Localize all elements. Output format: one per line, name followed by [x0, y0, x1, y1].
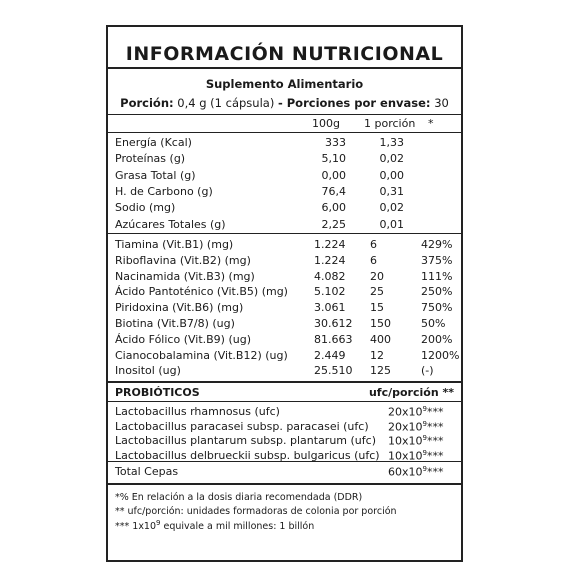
vitamin-name: Cianocobalamina (Vit.B12) (ug) — [115, 348, 288, 362]
total-row — [108, 465, 461, 481]
nutrient-portion: 0,01 — [379, 217, 404, 231]
divider — [108, 132, 461, 133]
vitamin-portion: 6 — [370, 238, 377, 251]
vitamin-portion: 400 — [370, 332, 391, 346]
col-header-pct: * — [428, 117, 434, 130]
nutrient-row — [108, 152, 461, 168]
vitamin-portion: 6 — [370, 253, 377, 267]
nutrient-name: H. de Carbono (g) — [115, 184, 213, 198]
vitamin-row — [108, 254, 461, 270]
vitamin-name: Nacinamida (Vit.B3) (mg) — [115, 269, 255, 283]
probiotics-header-row — [108, 386, 461, 402]
vitamin-pct: 1200% — [421, 348, 460, 362]
portion-info — [108, 96, 461, 110]
probiotic-name: Lactobacillus plantarum subsp. plantarum (ufc) — [115, 434, 376, 447]
divider — [108, 114, 461, 115]
nutrient-portion: 1,33 — [379, 136, 404, 149]
vitamin-per100: 81.663 — [314, 332, 353, 346]
probiotic-name: Lactobacillus paracasei subsp. paracasei (ufc) — [115, 419, 369, 433]
nutrient-per100: 76,4 — [321, 184, 346, 198]
vitamin-row — [108, 317, 461, 333]
vitamin-pct: 429% — [421, 238, 453, 251]
vitamin-portion: 15 — [370, 301, 384, 315]
vitamin-pct: 250% — [421, 285, 453, 299]
vitamin-portion: 150 — [370, 317, 391, 330]
divider — [108, 67, 461, 69]
nutrient-name: Azúcares Totales (g) — [115, 217, 226, 231]
portion-value: 0,4 g (1 cápsula) — [177, 96, 275, 110]
vitamin-row — [108, 333, 461, 349]
vitamin-pct: 375% — [421, 253, 453, 267]
vitamin-row — [108, 364, 461, 380]
col-header-portion: 1 porción — [364, 117, 416, 130]
vitamin-row — [108, 270, 461, 286]
nutrient-name: Grasa Total (g) — [115, 168, 196, 182]
nutrient-portion: 0,00 — [379, 168, 404, 182]
divider — [108, 483, 461, 485]
probiotic-value: $10x10^9***$ — [388, 448, 444, 463]
vitamin-name: Tiamina (Vit.B1) (mg) — [115, 238, 234, 251]
probiotic-row — [108, 449, 461, 465]
nutrient-portion: 0,31 — [379, 184, 404, 198]
vitamin-per100: 5.102 — [314, 285, 346, 299]
probiotic-value: $10x10^9***$ — [388, 434, 444, 448]
divider — [108, 401, 461, 402]
vitamin-name: Biotina (Vit.B7/8) (ug) — [115, 317, 235, 330]
probiotic-value: $20x10^9***$ — [388, 405, 444, 419]
vitamin-portion: 25 — [370, 285, 384, 299]
vitamin-name: Ácido Pantoténico (Vit.B5) (mg) — [115, 285, 288, 299]
divider — [108, 381, 461, 383]
vitamin-per100: 3.061 — [314, 301, 346, 315]
vitamin-portion: 12 — [370, 348, 384, 362]
nutrient-per100: 6,00 — [321, 201, 346, 215]
nutrient-per100: 5,10 — [321, 152, 346, 166]
nutrient-row — [108, 218, 461, 234]
probiotic-name: Lactobacillus delbrueckii subsp. bulgaricus (ufc) — [115, 448, 380, 462]
footnote-3: *** $1x10^9$ equivale a mil millones: 1 billón — [115, 519, 315, 533]
divider — [108, 461, 461, 462]
vitamin-pct: 50% — [421, 317, 446, 330]
divider — [108, 233, 461, 234]
nutrient-per100: 0,00 — [321, 168, 346, 182]
portion-label: Porción: — [120, 96, 174, 110]
vitamin-pct: 750% — [421, 301, 453, 315]
vitamin-row — [108, 238, 461, 254]
nutrient-row — [108, 136, 461, 152]
nutrient-row — [108, 185, 461, 201]
label-title: INFORMACIÓN NUTRICIONAL — [125, 43, 444, 65]
total-value: $60x10^9***$ — [388, 465, 444, 479]
nutrient-portion: 0,02 — [379, 152, 404, 166]
vitamin-row — [108, 301, 461, 317]
vitamin-per100: 1.224 — [314, 253, 346, 267]
vitamin-pct: (-) — [421, 364, 434, 378]
column-headers — [108, 117, 461, 133]
label-subtitle: Suplemento Alimentario — [205, 77, 364, 91]
probiotics-unit-header: ufc/porción ** — [368, 386, 454, 399]
vitamin-portion: 20 — [370, 269, 384, 283]
vitamin-pct: 200% — [421, 332, 453, 346]
vitamin-per100: 1.224 — [314, 238, 346, 251]
nutrient-row — [108, 201, 461, 217]
nutrient-name: Energía (Kcal) — [115, 136, 192, 149]
vitamin-pct: 111% — [421, 269, 453, 283]
vitamin-name: Inositol (ug) — [115, 364, 181, 378]
vitamin-name: Ácido Fólico (Vit.B9) (ug) — [115, 332, 252, 346]
nutrient-row — [108, 169, 461, 185]
vitamin-row — [108, 285, 461, 301]
vitamin-name: Piridoxina (Vit.B6) (mg) — [115, 301, 244, 315]
nutrient-name: Proteínas (g) — [115, 152, 186, 166]
footnote-2: ** ufc/porción: unidades formadoras de colonia por porción — [115, 506, 397, 517]
vitamin-per100: 4.082 — [314, 269, 346, 283]
nutrient-per100: 2,25 — [321, 217, 346, 231]
footnote-1: *% En relación a la dosis diaria recomendada (DDR) — [115, 492, 363, 503]
nutrition-label — [106, 25, 463, 562]
vitamin-portion: 125 — [370, 364, 391, 378]
total-name: Total Cepas — [115, 465, 179, 478]
col-header-100g: 100g — [312, 117, 340, 130]
probiotic-name: Lactobacillus rhamnosus (ufc) — [115, 405, 280, 418]
vitamin-name: Riboflavina (Vit.B2) (mg) — [115, 253, 251, 267]
probiotics-header: PROBIÓTICOS — [115, 386, 200, 399]
vitamin-row — [108, 349, 461, 365]
probiotic-value: $20x10^9***$ — [388, 419, 444, 434]
vitamin-per100: 25.510 — [314, 364, 353, 378]
vitamin-per100: 30.612 — [314, 317, 353, 330]
servings-value: 30 — [434, 96, 449, 110]
nutrient-per100: 333 — [325, 136, 346, 149]
servings-label: - Porciones por envase: — [277, 96, 431, 110]
vitamin-per100: 2.449 — [314, 348, 346, 362]
nutrient-portion: 0,02 — [379, 201, 404, 215]
nutrient-name: Sodio (mg) — [115, 201, 176, 215]
